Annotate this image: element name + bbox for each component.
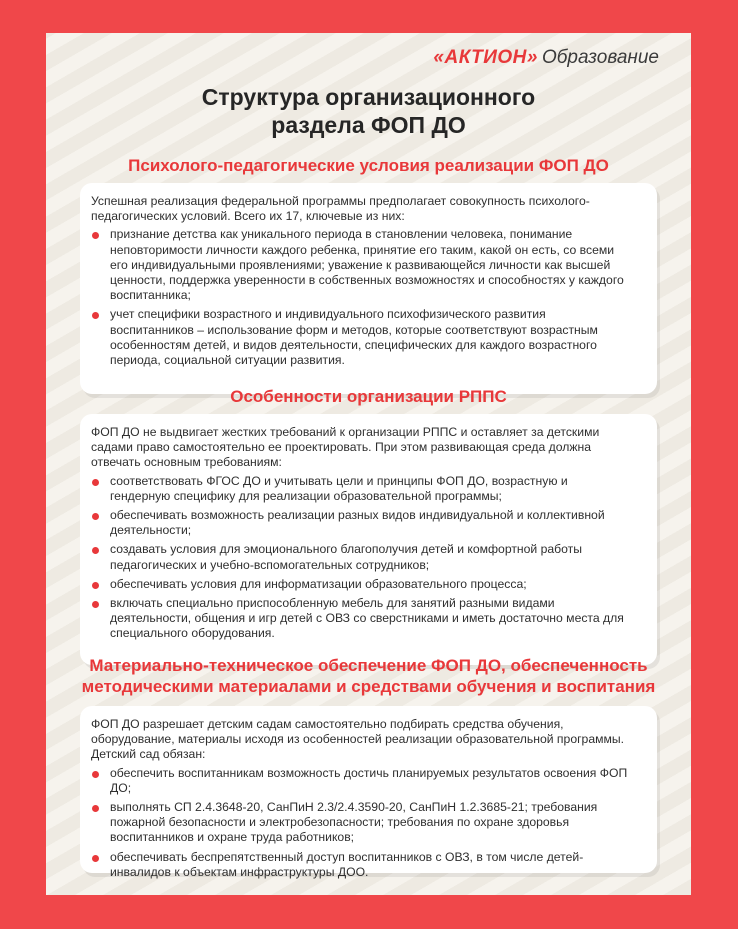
list-item: обеспечивать возможность реализации разных видов индивидуальной и коллективной деятельности; [91,508,631,538]
section-title-line-2: методическими материалами и средствами обучения и воспитания [81,677,656,696]
card-psych-conditions [80,183,657,394]
section-intro: ФОП ДО разрешает детским садам самостоятельно подбирать средства обучения, оборудование, материалы исходя из особенностей реализации образовательной программы. Детский сад обязан: [91,717,624,762]
page-title-line-1: Структура организационного [201,84,536,110]
section-title-rpps: Особенности организации РППС [230,387,507,406]
list-item: выполнять СП 2.4.3648-20, СанПиН 2.3/2.4.3590-20, СанПиН 1.2.3685-21; требования пожарной безопасности и электробезопасности; требования по охране здоровья воспитанников и охране труда работников; [91,800,631,846]
card-material-support [80,706,657,879]
page-title-line-2: раздела ФОП ДО [271,112,466,138]
list-item: включать специально приспособленную мебель для занятий разными видами деятельности, общения и игр детей с ОВЗ со сверстниками и иметь достаточно места для специального оборудования. [91,596,631,642]
card-rpps [80,414,657,665]
list-item: учет специфики возрастного и индивидуального психофизического развития воспитанников – использование форм и методов, которые соответствуют возрастным особенностям детей, и видов деятельности, специфических для каждого возрастного периода, социальной ситуации развития. [91,307,631,368]
list-item: обеспечивать условия для информатизации образовательного процесса; [91,577,631,592]
list-item: обеспечивать беспрепятственный доступ воспитанников с ОВЗ, в том числе детей-инвалидов к объектам инфраструктуры ДОО. [91,850,631,880]
aktion-logo [433,47,659,69]
logo-brand: «АКТИОН» [433,47,538,68]
logo-subtitle: Образование [541,47,659,68]
list-item: соответствовать ФГОС ДО и учитывать цели и принципы ФОП ДО, возрастную и гендерную специфику для реализации образовательной программы; [91,474,631,504]
section-intro: ФОП ДО не выдвигает жестких требований к организации РППС и оставляет за детскими садами право самостоятельно ее проектировать. При этом развивающая среда должна отвечать основным требованиям: [91,425,600,470]
list-item: создавать условия для эмоционального благополучия детей и комфортной работы педагогических и учебно-вспомогательных сотрудников; [91,542,631,572]
bullet-list [91,474,631,642]
list-item: признание детства как уникального периода в становлении человека, понимание неповторимости личности каждого ребенка, принятие его таким, какой он есть, со всеми его индивидуальными проявлениями; уважение к развивающейся личности как высшей ценности, поддержка уверенности в собственных возможностях и способностях у каждого воспитанника; [91,227,631,303]
section-intro: Успешная реализация федеральной программы предполагает совокупность психолого-педагогических условий. Всего их 17, ключевые из них: [91,194,590,224]
list-item: обеспечить воспитанникам возможность достичь планируемых результатов освоения ФОП ДО; [91,766,631,796]
section-title-psych-conditions: Психолого-педагогические условия реализации ФОП ДО [128,156,609,175]
section-title-material-support [46,655,691,697]
page-title [46,83,691,139]
bullet-list [91,227,631,368]
bullet-list [91,766,631,880]
section-title-line-1: Материально-техническое обеспечение ФОП ДО, обеспеченность [89,656,648,675]
document-sheet [46,33,691,895]
